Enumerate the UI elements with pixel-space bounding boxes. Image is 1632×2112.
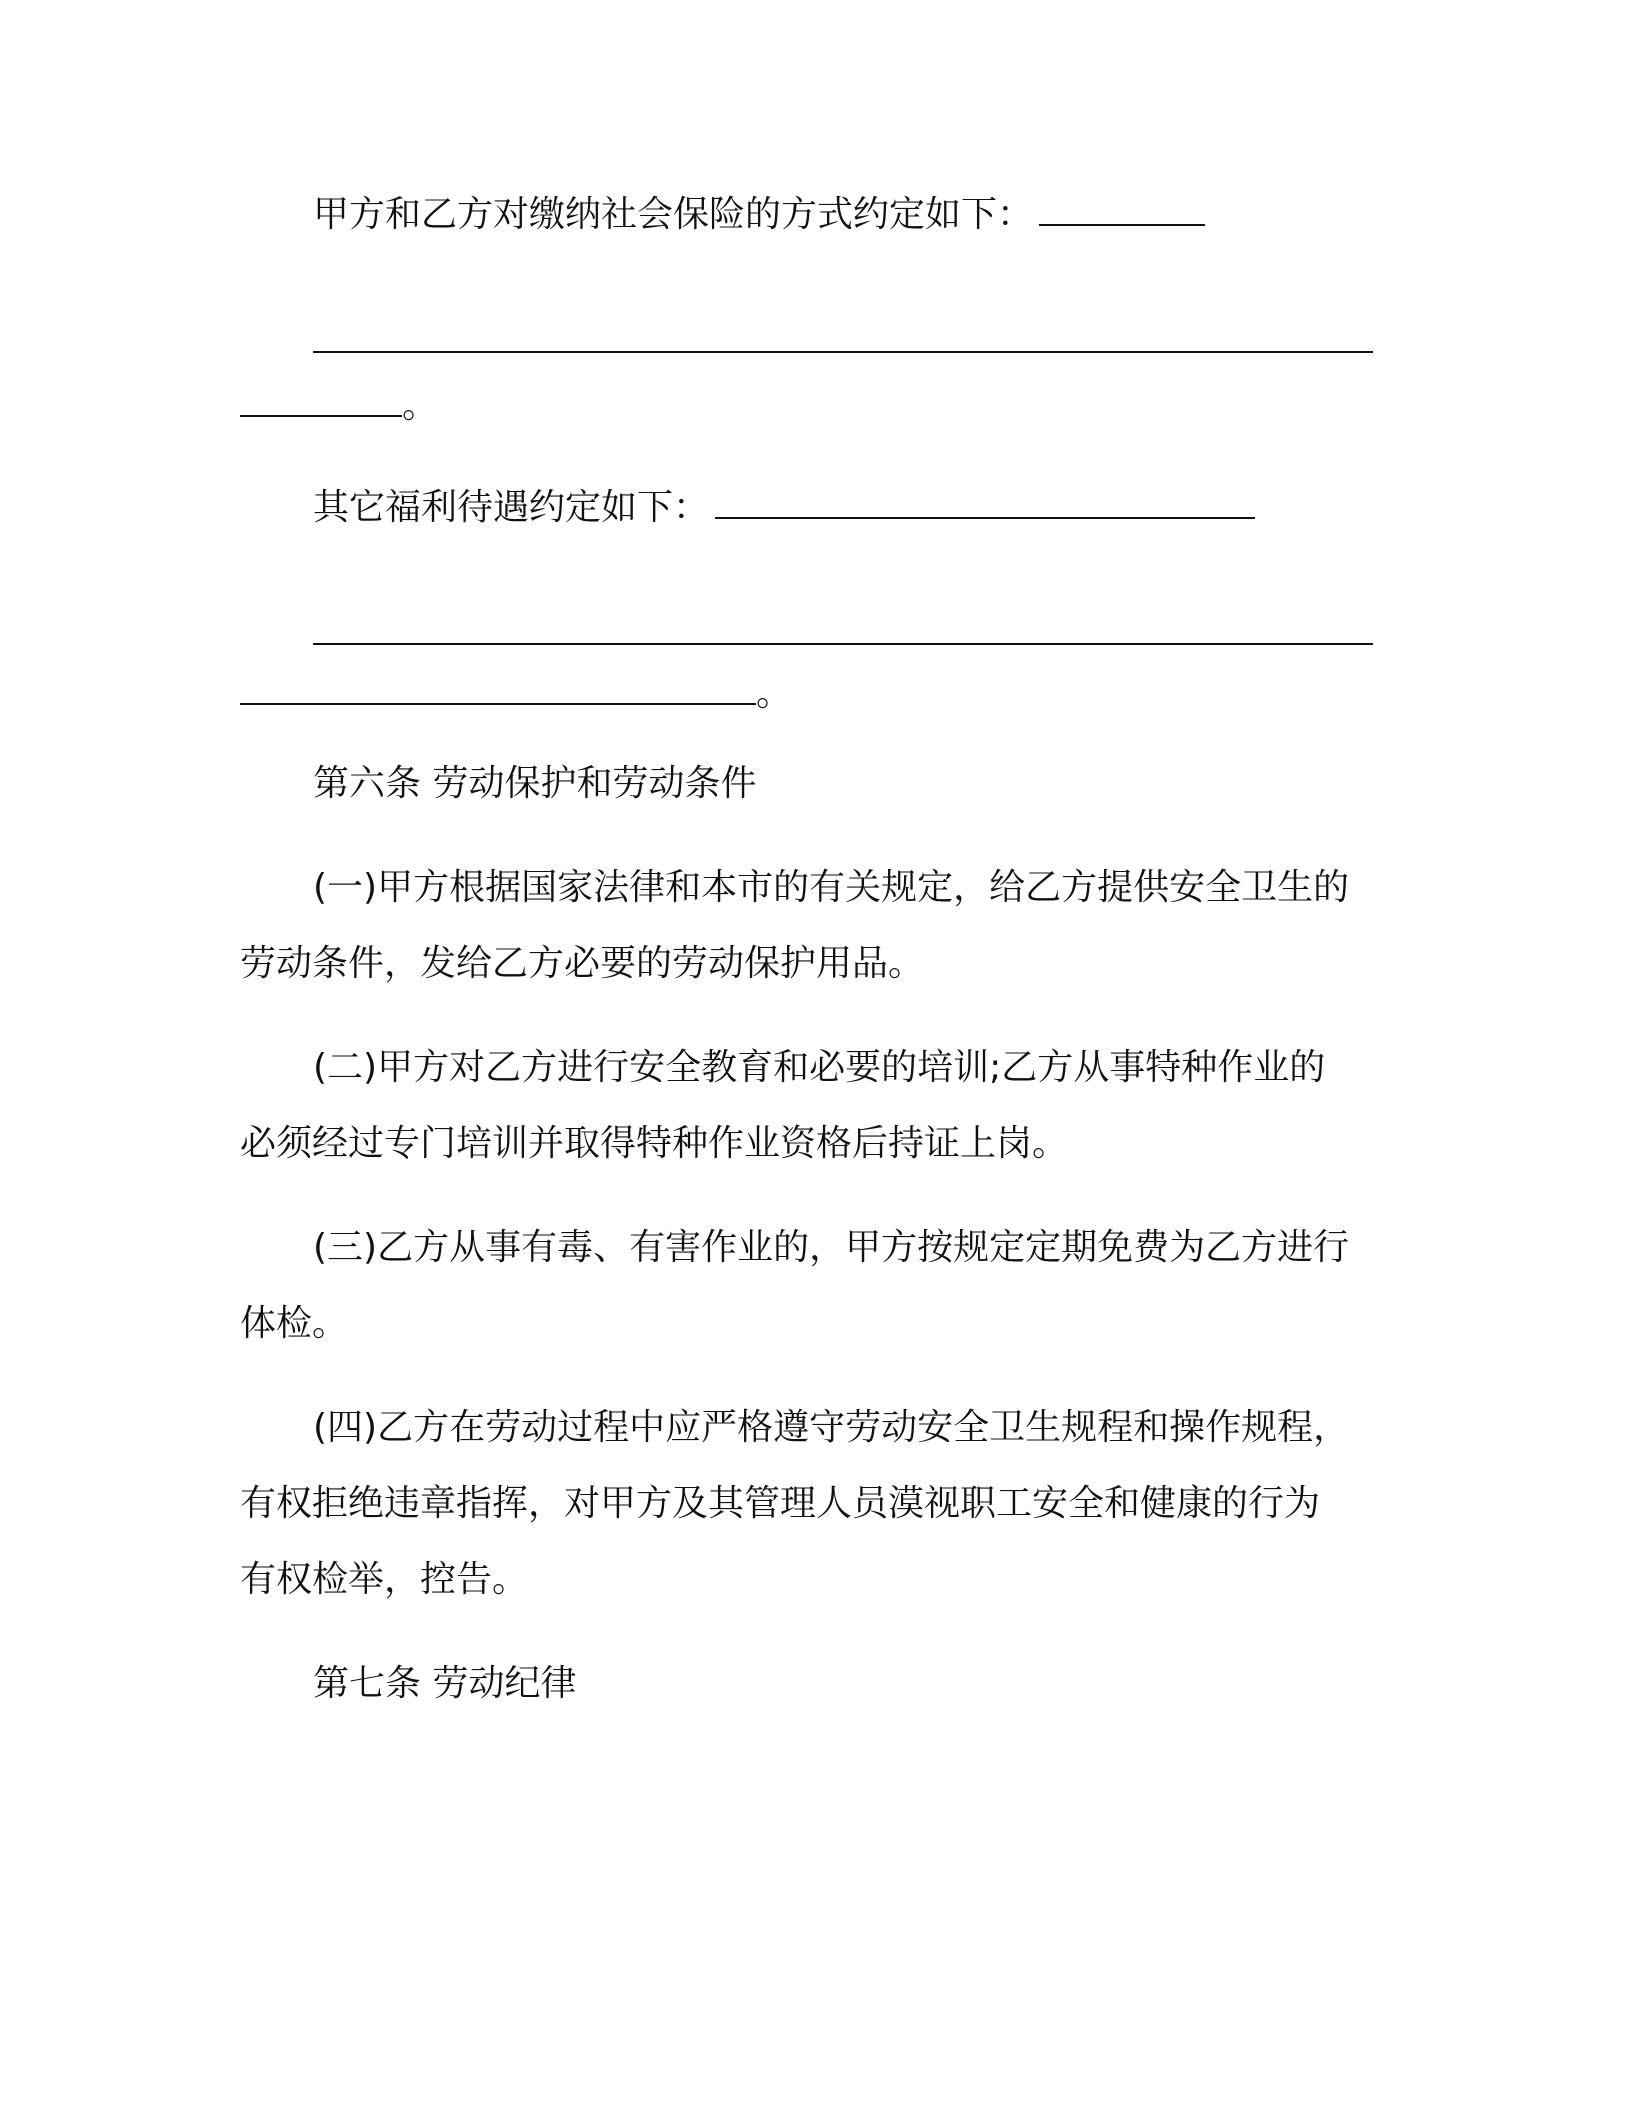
article-6-item-4-line-2: 有权拒绝违章指挥，对甲方及其管理人员漠视职工安全和健康的行为 <box>240 1483 1321 1524</box>
fill-in-blank <box>1039 194 1205 226</box>
other-benefits-clause <box>313 486 1473 530</box>
fill-in-blank <box>240 673 756 705</box>
article-6-item-1-line-2: 劳动条件，发给乙方必要的劳动保护用品。 <box>240 943 925 984</box>
article-7-heading: 第七条 劳动纪律 <box>313 1663 577 1704</box>
social-insurance-clause <box>313 193 1473 237</box>
period-mark: 。 <box>402 385 439 426</box>
social-insurance-text: 甲方和乙方对缴纳社会保险的方式约定如下： <box>313 194 1034 235</box>
article-6-item-3-line-2: 体检。 <box>240 1303 349 1344</box>
social-insurance-blank-end <box>240 384 1400 428</box>
article-6-item-4-line-1: (四)乙方在劳动过程中应严格遵守劳动安全卫生规程和操作规程， <box>313 1407 1350 1448</box>
social-insurance-blank-line <box>313 320 1473 364</box>
other-benefits-blank-end <box>240 672 1400 716</box>
period-mark: 。 <box>756 673 793 714</box>
article-6-item-3-line-1: (三)乙方从事有毒、有害作业的，甲方按规定定期免费为乙方进行 <box>313 1227 1350 1268</box>
fill-in-blank <box>313 613 1373 645</box>
other-benefits-blank-line <box>313 612 1473 656</box>
other-benefits-text: 其它福利待遇约定如下： <box>313 487 710 528</box>
article-6-item-2-line-1: (二)甲方对乙方进行安全教育和必要的培训;乙方从事特种作业的 <box>313 1047 1326 1088</box>
article-6-item-1-line-1: (一)甲方根据国家法律和本市的有关规定，给乙方提供安全卫生的 <box>313 867 1350 908</box>
fill-in-blank <box>240 385 402 417</box>
article-6-item-2-line-2: 必须经过专门培训并取得特种作业资格后持证上岗。 <box>240 1123 1069 1164</box>
fill-in-blank <box>715 487 1255 519</box>
article-6-heading: 第六条 劳动保护和劳动条件 <box>313 763 757 804</box>
article-6-item-4-line-3: 有权检举，控告。 <box>240 1559 529 1600</box>
fill-in-blank <box>313 321 1373 353</box>
